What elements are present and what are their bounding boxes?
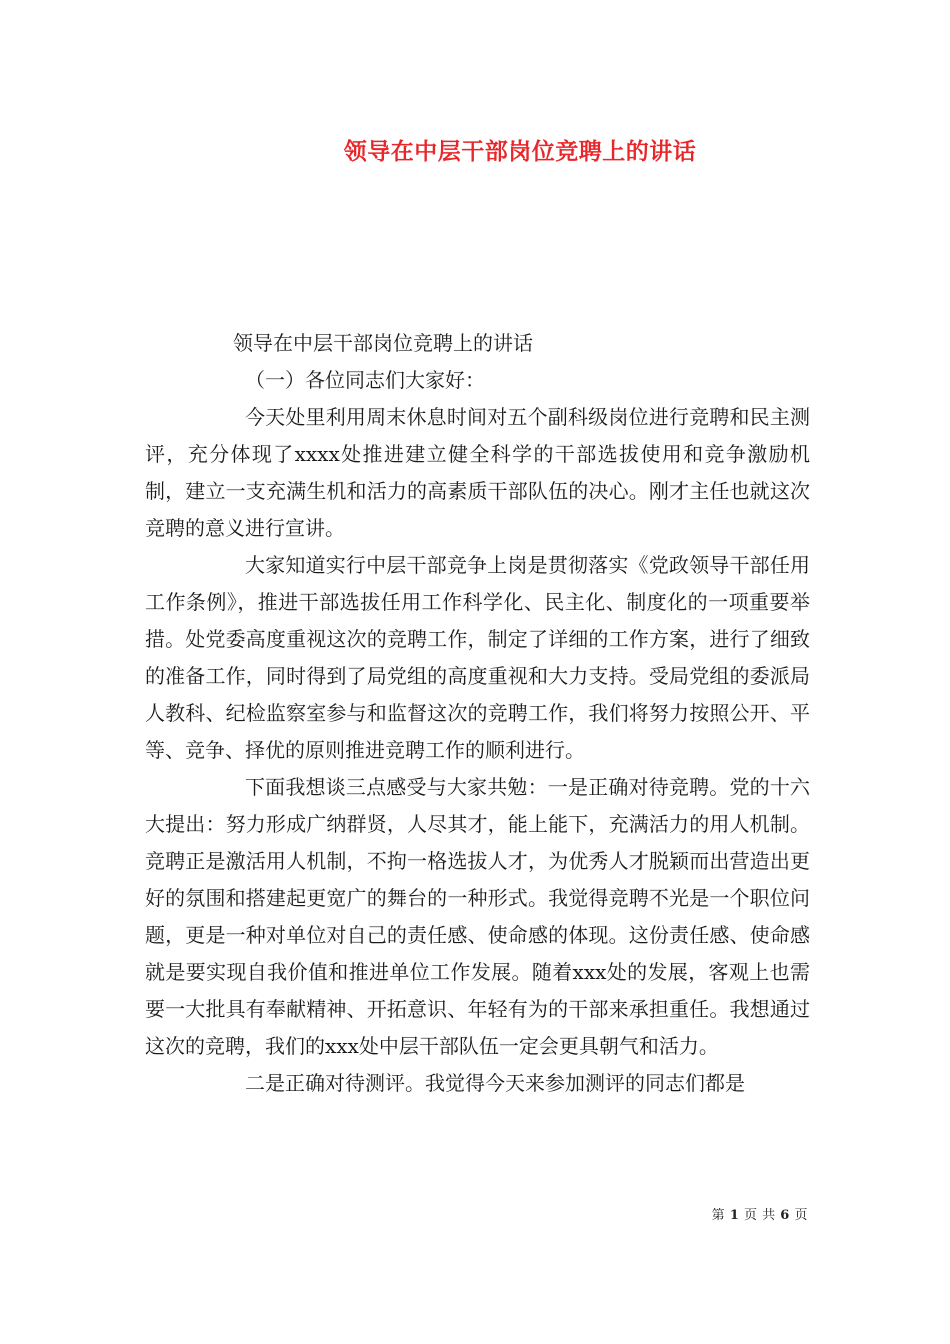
paragraph-4: 二是正确对待测评。我觉得今天来参加测评的同志们都是 [245,1071,745,1095]
footer-middle: 页 共 [744,1208,776,1223]
footer-suffix: 页 [794,1208,808,1223]
page-number-footer [712,1204,808,1223]
footer-current-page: 1 [729,1208,740,1223]
footer-prefix: 第 [711,1208,726,1223]
paragraph-1: 今天处里利用周末休息时间对五个副科级岗位进行竞聘和民主测评，充分体现了xxxx处推进建立健全科学的干部选拔使用和竞争激励机制，建立一支充满生机和活力的高素质干部队伍的决心。刚才主任也就这次竞聘的意义进行宣讲。 [145,405,810,540]
footer-total-pages: 6 [780,1208,790,1223]
paragraph-3: 下面我想谈三点感受与大家共勉：一是正确对待竞聘。党的十六大提出：努力形成广纳群贤，人尽其才，能上能下，充满活力的用人机制。竞聘正是激活用人机制，不拘一格选拔人才，为优秀人才脱颖而出营造出更好的氛围和搭建起更宽广的舞台的一种形式。我觉得竞聘不光是一个职位问题，更是一种对单位对自己的责任感、使命感的体现。这份责任感、使命感就是要实现自我价值和推进单位工作发展。随着xxx处的发展，客观上也需要一大批具有奉献精神、开拓意识、年轻有为的干部来承担重任。我想通过这次的竞聘，我们的xxx处中层干部队伍一定会更具朝气和活力。 [145,775,810,1058]
paragraph-2: 大家知道实行中层干部竞争上岗是贯彻落实《党政领导干部任用工作条例》，推进干部选拔任用工作科学化、民主化、制度化的一项重要举措。处党委高度重视这次的竞聘工作，制定了详细的工作方案，进行了细致的准备工作，同时得到了局党组的高度重视和大力支持。受局党组的委派局人教科、纪检监察室参与和监督这次的竞聘工作，我们将努力按照公开、平等、竞争、择优的原则推进竞聘工作的顺利进行。 [145,553,810,762]
document-title: 领导在中层干部岗位竞聘上的讲话 [343,138,697,165]
document-subtitle: 领导在中层干部岗位竞聘上的讲话 [233,331,533,355]
document-body [145,325,810,1102]
salutation: （一）各位同志们大家好： [245,368,485,392]
